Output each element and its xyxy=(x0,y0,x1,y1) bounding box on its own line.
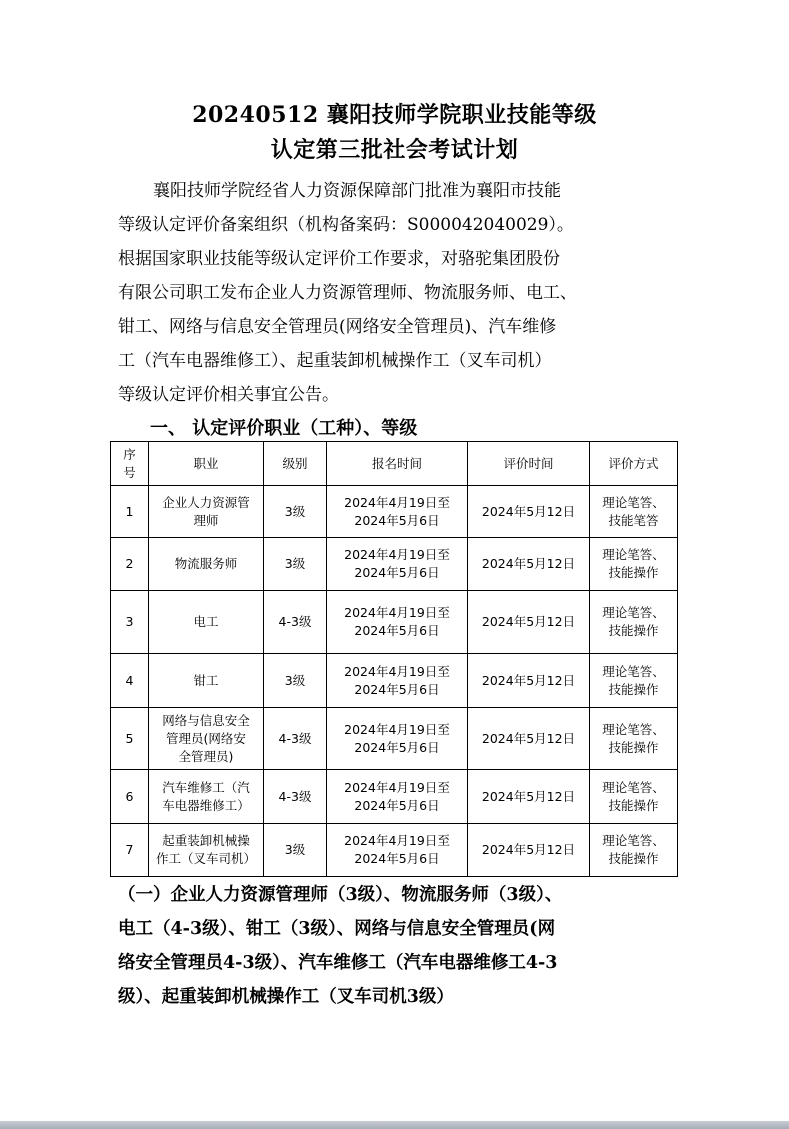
cell-register-line: 2024年5月6日 xyxy=(354,739,440,755)
cell-level: 3级 xyxy=(264,538,327,591)
cell-job-line: 网络与信息安全 xyxy=(162,712,250,728)
cell-eval-method xyxy=(590,654,678,708)
cell-method-line: 理论笔答、 xyxy=(602,605,665,620)
cell-seq: 6 xyxy=(111,770,149,824)
cell-job-line: 物流服务师 xyxy=(174,556,238,571)
cell-register-line: 2024年4月19日至 xyxy=(344,605,450,620)
cell-eval-time: 2024年5月12日 xyxy=(468,654,590,708)
cell-level: 3级 xyxy=(264,654,327,708)
cell-seq: 5 xyxy=(111,708,149,770)
cell-register-line: 2024年5月6日 xyxy=(354,623,440,638)
cell-register-time xyxy=(327,486,468,538)
certification-table xyxy=(110,441,678,877)
cell-job xyxy=(149,654,264,708)
header-eval-time: 评价时间 xyxy=(468,442,590,486)
cell-method-line: 理论笔答、 xyxy=(602,779,665,795)
cell-method-line: 技能笔答 xyxy=(608,512,659,528)
eligibility-line: （一）企业人力资源管理师（3级）、物流服务师（3级）、 xyxy=(118,885,563,905)
cell-job-line: 作工（叉车司机） xyxy=(155,851,256,866)
cell-seq: 2 xyxy=(111,538,149,591)
cell-job-line: 电工 xyxy=(193,614,219,629)
cell-level: 4-3级 xyxy=(264,708,327,770)
header-job: 职业 xyxy=(149,442,264,486)
cell-job-line: 全管理员) xyxy=(178,748,234,764)
cell-job xyxy=(149,486,264,538)
cell-method-line: 技能操作 xyxy=(608,851,659,866)
cell-method-line: 技能操作 xyxy=(608,797,659,813)
cell-job xyxy=(149,708,264,770)
table-row xyxy=(111,708,678,770)
cell-seq: 4 xyxy=(111,654,149,708)
cell-eval-method xyxy=(590,591,678,654)
cell-method-line: 技能操作 xyxy=(608,565,659,580)
cell-register-line: 2024年5月6日 xyxy=(354,512,440,528)
table-row xyxy=(111,654,678,708)
cell-level: 3级 xyxy=(264,824,327,877)
table-row xyxy=(111,770,678,824)
cell-register-line: 2024年4月19日至 xyxy=(344,779,450,795)
intro-line: 等级认定评价相关事宜公告。 xyxy=(118,385,339,405)
cell-level: 4-3级 xyxy=(264,770,327,824)
cell-register-line: 2024年4月19日至 xyxy=(344,663,450,679)
cell-register-time xyxy=(327,538,468,591)
eligibility-line: 络安全管理员4-3级）、汽车维修工（汽车电器维修工4-3 xyxy=(118,953,558,973)
cell-eval-time: 2024年5月12日 xyxy=(468,486,590,538)
table-header-row xyxy=(111,442,678,486)
cell-register-line: 2024年5月6日 xyxy=(354,851,440,866)
eligibility-paragraph xyxy=(118,878,678,1014)
cell-register-line: 2024年5月6日 xyxy=(354,681,440,697)
cell-level: 4-3级 xyxy=(264,591,327,654)
cell-job xyxy=(149,824,264,877)
cell-eval-time: 2024年5月12日 xyxy=(468,538,590,591)
cell-job-line: 管理员(网络安 xyxy=(166,730,246,746)
cell-job-line: 钳工 xyxy=(193,672,219,688)
intro-line: 有限公司职工发布企业人力资源管理师、物流服务师、电工、 xyxy=(118,283,577,303)
cell-method-line: 理论笔答、 xyxy=(602,494,665,510)
table-row xyxy=(111,486,678,538)
cell-job xyxy=(149,770,264,824)
table-row xyxy=(111,591,678,654)
cell-register-line: 2024年4月19日至 xyxy=(344,833,450,848)
cell-job xyxy=(149,538,264,591)
cell-job-line: 理师 xyxy=(193,512,219,528)
cell-eval-time: 2024年5月12日 xyxy=(468,591,590,654)
cell-job-line: 汽车维修工（汽 xyxy=(162,779,250,795)
cell-eval-time: 2024年5月12日 xyxy=(468,824,590,877)
header-register-time: 报名时间 xyxy=(327,442,468,486)
header-level: 级别 xyxy=(264,442,327,486)
cell-method-line: 理论笔答、 xyxy=(602,721,665,737)
cell-eval-method xyxy=(590,708,678,770)
cell-eval-method xyxy=(590,486,678,538)
header-seq-part: 号 xyxy=(123,464,136,480)
eligibility-line: 电工（4-3级）、钳工（3级）、网络与信息安全管理员(网 xyxy=(118,919,556,939)
table-row xyxy=(111,538,678,591)
table-row xyxy=(111,824,678,877)
cell-register-line: 2024年4月19日至 xyxy=(344,494,450,510)
document-title-line-2: 认定第三批社会考试计划 xyxy=(270,137,519,163)
header-seq-part: 序 xyxy=(123,446,136,462)
cell-method-line: 技能操作 xyxy=(608,623,659,638)
section-heading: 一、 认定评价职业（工种）、等级 xyxy=(150,418,418,439)
header-eval-method: 评价方式 xyxy=(590,442,678,486)
intro-line: 襄阳技师学院经省人力资源保障部门批准为襄阳市技能 xyxy=(153,181,561,201)
cell-eval-time: 2024年5月12日 xyxy=(468,708,590,770)
cell-register-time xyxy=(327,708,468,770)
cell-register-line: 2024年4月19日至 xyxy=(344,547,450,562)
cell-eval-method xyxy=(590,770,678,824)
cell-job-line: 车电器维修工） xyxy=(162,797,250,813)
cell-register-line: 2024年5月6日 xyxy=(354,797,440,813)
cell-register-time xyxy=(327,591,468,654)
cell-eval-method xyxy=(590,538,678,591)
cell-register-line: 2024年4月19日至 xyxy=(344,721,450,737)
cell-method-line: 理论笔答、 xyxy=(602,663,665,679)
header-seq xyxy=(111,442,149,486)
cell-eval-time: 2024年5月12日 xyxy=(468,770,590,824)
cell-job-line: 起重装卸机械操 xyxy=(162,833,250,848)
cell-register-time xyxy=(327,824,468,877)
window-bottom-edge xyxy=(0,1121,789,1129)
cell-job xyxy=(149,591,264,654)
cell-register-line: 2024年5月6日 xyxy=(354,565,440,580)
intro-paragraph xyxy=(118,174,678,412)
cell-seq: 3 xyxy=(111,591,149,654)
cell-seq: 1 xyxy=(111,486,149,538)
document-title-line-1: 20240512 襄阳技师学院职业技能等级 xyxy=(192,102,597,128)
eligibility-line: 级）、起重装卸机械操作工（叉车司机3级） xyxy=(118,987,454,1007)
cell-eval-method xyxy=(590,824,678,877)
intro-line: 等级认定评价备案组织（机构备案码：S000042040029）。 xyxy=(118,215,574,235)
cell-register-time xyxy=(327,654,468,708)
cell-seq: 7 xyxy=(111,824,149,877)
intro-line: 钳工、网络与信息安全管理员(网络安全管理员)、汽车维修 xyxy=(118,317,557,337)
cell-method-line: 技能操作 xyxy=(608,739,659,755)
cell-level: 3级 xyxy=(264,486,327,538)
cell-method-line: 理论笔答、 xyxy=(602,833,665,848)
cell-job-line: 企业人力资源管 xyxy=(162,494,250,510)
cell-method-line: 技能操作 xyxy=(608,681,659,697)
cell-method-line: 理论笔答、 xyxy=(602,547,665,562)
cell-register-time xyxy=(327,770,468,824)
intro-line: 根据国家职业技能等级认定评价工作要求，对骆驼集团股份 xyxy=(118,249,560,269)
intro-line: 工（汽车电器维修工）、起重装卸机械操作工（叉车司机） xyxy=(118,351,552,371)
